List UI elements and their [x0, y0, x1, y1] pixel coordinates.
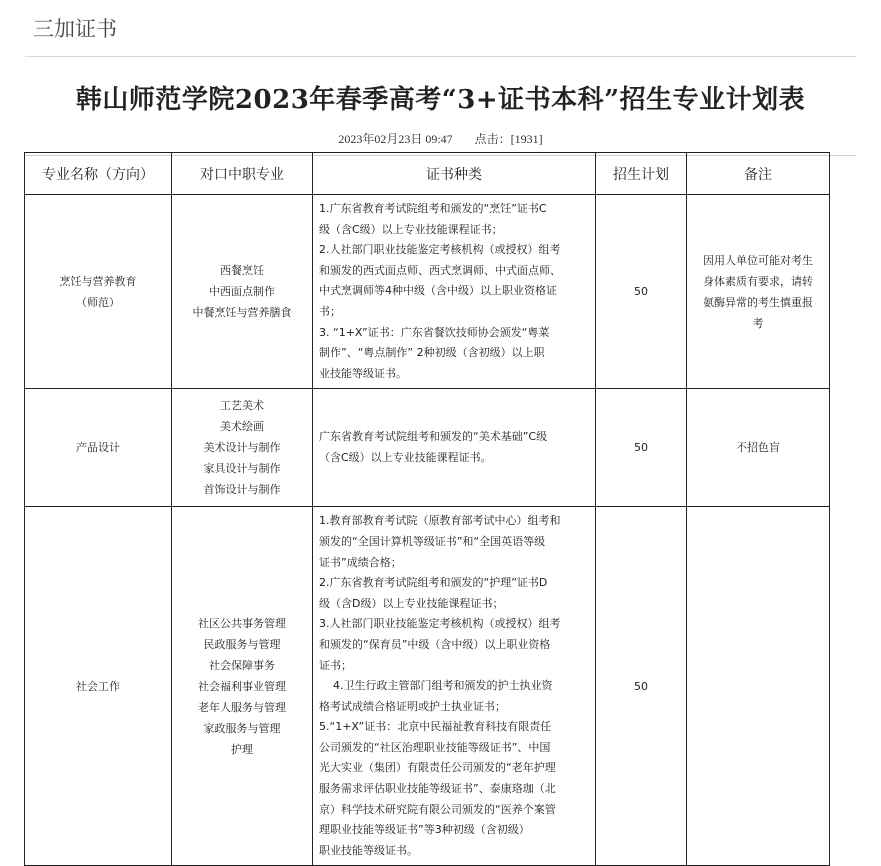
- note-line: 不招色盲: [736, 441, 780, 455]
- certificate-line: 4.卫生行政主管部门组考和颁发的护士执业资: [333, 679, 553, 693]
- publish-date: 2023年02月23日 09:47: [338, 132, 453, 146]
- vocational-item: 西餐烹饪: [220, 264, 264, 278]
- certificate-line: 服务需求评估职业技能等级证书”、泰康珞珈（北: [319, 782, 556, 796]
- certificate-line: （含C级）以上专业技能课程证书。: [319, 450, 492, 464]
- table-row: [25, 389, 830, 507]
- certificate-line: 1.广东省教育考试院组考和颁发的“烹饪”证书C: [319, 202, 547, 215]
- vocational-cell: [172, 195, 313, 389]
- certificate-line: 广东省教育考试院组考和颁发的“美术基础”C级: [319, 430, 548, 444]
- certificate-line: 证书；: [319, 658, 352, 672]
- note-line: 身体素质有要求，请转: [703, 274, 813, 288]
- certificate-line: 光大实业（集团）有限责任公司颁发的“老年护理: [319, 761, 556, 775]
- vocational-item: 工艺美术: [220, 399, 264, 413]
- certificate-line: 中式烹调师等4种中级（含中级）以上职业资格证: [319, 284, 557, 298]
- table-row: [25, 195, 830, 389]
- header-vocational: 对口中职专业: [172, 153, 313, 195]
- click-count: 点击：[1931]: [474, 132, 543, 146]
- certificate-cell: [313, 507, 596, 866]
- certificate-line: 京）科学技术研究院有限公司颁发的“医养个案管: [319, 802, 556, 816]
- vocational-cell: [172, 389, 313, 507]
- table-header-row: [25, 153, 830, 195]
- certificate-line: 职业技能等级证书。: [319, 843, 418, 857]
- note-line: 考: [752, 316, 764, 330]
- notes-cell: [687, 507, 830, 866]
- major-line: （师范）: [76, 295, 120, 309]
- header-certificates: 证书种类: [313, 153, 596, 195]
- vocational-item: 老年人服务与管理: [198, 700, 286, 714]
- certificate-line: 和颁发的“保育员”中级（含中级）以上职业资格: [319, 637, 551, 651]
- certificate-line: 1.教育部教育考试院（原教育部考试中心）组考和: [319, 514, 561, 528]
- certificate-line: 格考试成绩合格证明或护士执业证书；: [319, 699, 506, 713]
- certificate-cell: [313, 389, 596, 507]
- plan-cell: 50: [596, 195, 687, 389]
- enrollment-plan-table: [24, 152, 830, 866]
- certificate-line: 和颁发的西式面点师、西式烹调师、中式面点师、: [319, 263, 561, 277]
- certificate-line: 公司颁发的“社区治理职业技能等级证书”、中国: [319, 740, 551, 754]
- vocational-item: 美术绘画: [220, 420, 264, 434]
- header-major: 专业名称（方向）: [25, 153, 172, 195]
- vocational-item: 中西面点制作: [209, 285, 275, 299]
- major-line: 烹饪与营养教育: [59, 274, 137, 288]
- major-cell: [25, 195, 172, 389]
- vocational-item: 首饰设计与制作: [203, 483, 281, 497]
- vocational-item: 民政服务与管理: [203, 637, 281, 651]
- header-plan: 招生计划: [596, 153, 687, 195]
- certificate-line: 证书”成绩合格；: [319, 555, 402, 569]
- major-line: 社会工作: [76, 679, 120, 693]
- certificate-line: 级（含D级）以上专业技能课程证书；: [319, 596, 504, 610]
- certificate-line: 3.人社部门职业技能鉴定考核机构（或授权）组考: [319, 617, 561, 631]
- vocational-item: 中餐烹饪与营养膳食: [192, 306, 292, 320]
- major-cell: [25, 507, 172, 866]
- certificate-line: 书；: [319, 304, 341, 318]
- major-cell: [25, 389, 172, 507]
- section-title: 三加证书: [25, 0, 856, 57]
- major-line: 产品设计: [76, 441, 120, 455]
- plan-cell: 50: [596, 507, 687, 866]
- article-meta: [0, 130, 881, 147]
- vocational-item: 社区公共事务管理: [198, 616, 286, 630]
- certificate-line: 颁发的“全国计算机等级证书”和“全国英语等级: [319, 534, 546, 548]
- certificate-line: 制作”、“粤点制作” 2种初级（含初级）以上职: [319, 346, 545, 360]
- notes-cell: [687, 389, 830, 507]
- certificate-line: 2.广东省教育考试院组考和颁发的“护理”证书D: [319, 576, 548, 590]
- notes-cell: [687, 195, 830, 389]
- header-notes: 备注: [687, 153, 830, 195]
- certificate-line: 业技能等级证书。: [319, 366, 407, 380]
- plan-cell: 50: [596, 389, 687, 507]
- table-row: [25, 507, 830, 866]
- certificate-line: 5.“1+X”证书：北京中民福祉教育科技有限责任: [319, 720, 552, 734]
- certificate-line: 理职业技能等级证书”等3种初级（含初级）: [319, 823, 530, 837]
- page-title: 韩山师范学院2023年春季高考“3+证书本科”招生专业计划表: [75, 85, 806, 115]
- certificate-line: 3. “1+X”证书：广东省餐饮技师协会颁发“粤菜: [319, 325, 550, 339]
- vocational-item: 社会保障事务: [209, 658, 275, 672]
- vocational-item: 护理: [231, 742, 253, 756]
- certificate-line: 级（含C级）以上专业技能课程证书；: [319, 222, 503, 236]
- vocational-cell: [172, 507, 313, 866]
- certificate-cell: [313, 195, 596, 389]
- certificate-line: 2.人社部门职业技能鉴定考核机构（或授权）组考: [319, 243, 561, 257]
- vocational-item: 家政服务与管理: [203, 721, 281, 735]
- vocational-item: 社会福利事业管理: [198, 679, 286, 693]
- note-line: 因用人单位可能对考生: [703, 253, 813, 267]
- note-line: 氨酶异常的考生慎重报: [703, 295, 813, 309]
- vocational-item: 美术设计与制作: [203, 441, 281, 455]
- vocational-item: 家具设计与制作: [203, 462, 281, 476]
